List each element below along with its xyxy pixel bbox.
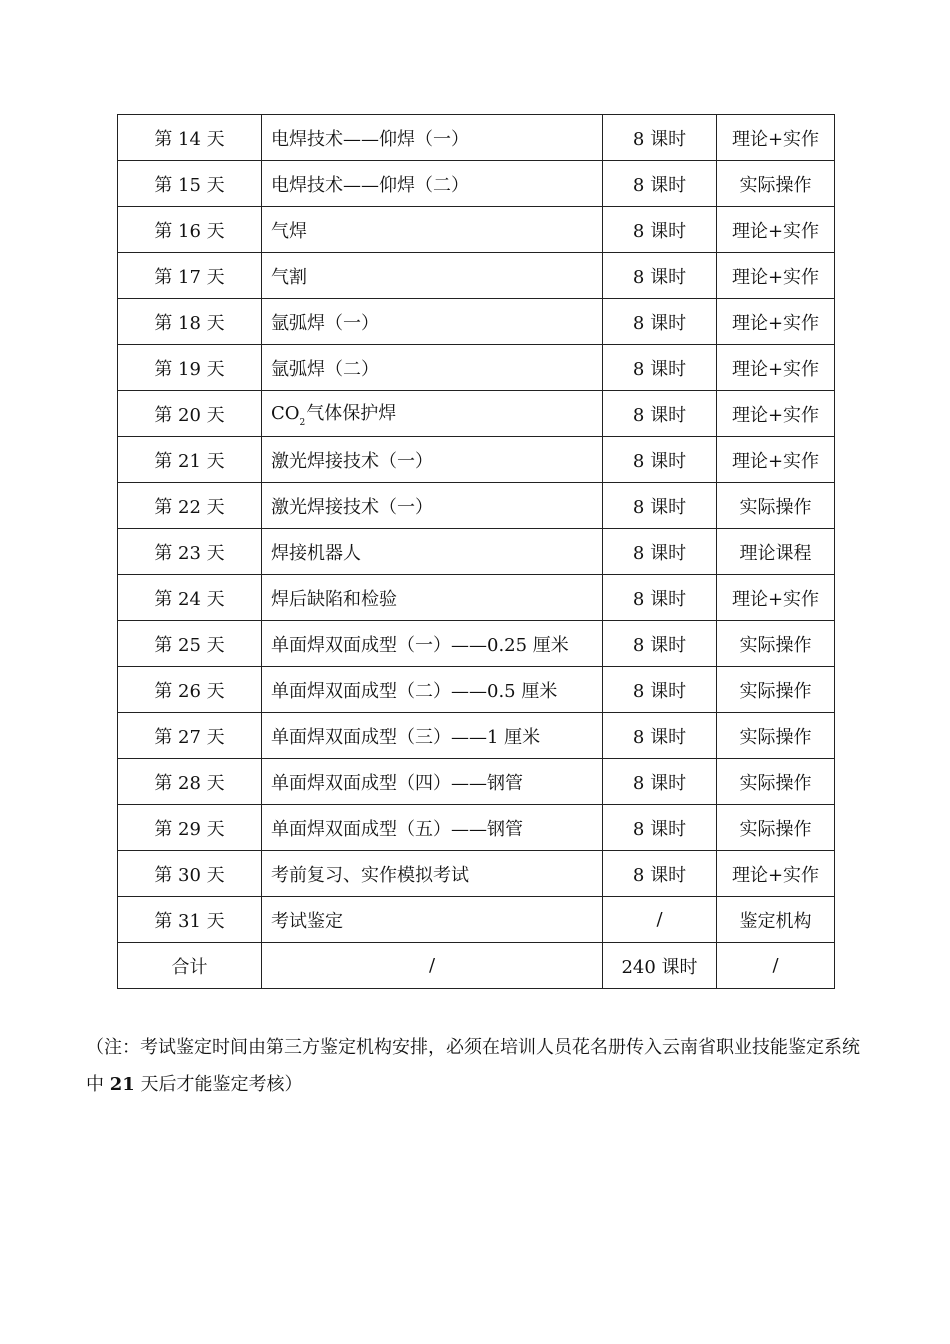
day-cell: 第 16 天 — [118, 207, 262, 253]
content-cell: 单面焊双面成型（三）——1 厘米 — [262, 713, 603, 759]
hours-cell: 8 课时 — [603, 345, 717, 391]
content-text: 气体保护焊 — [306, 403, 397, 424]
table-row — [118, 437, 835, 483]
hours-cell: 8 课时 — [603, 161, 717, 207]
type-cell: 理论+实作 — [717, 391, 835, 437]
table-row — [118, 115, 835, 161]
type-cell: 鉴定机构 — [717, 897, 835, 943]
table-row — [118, 299, 835, 345]
table-row — [118, 667, 835, 713]
hours-cell: 8 课时 — [603, 391, 717, 437]
content-cell: 电焊技术——仰焊（一） — [262, 115, 603, 161]
content-cell: 焊后缺陷和检验 — [262, 575, 603, 621]
content-cell: 气割 — [262, 253, 603, 299]
type-cell: 理论+实作 — [717, 115, 835, 161]
total-content-cell: / — [262, 943, 603, 989]
footnote-days-number: 21 — [109, 1074, 135, 1095]
day-cell: 第 31 天 — [118, 897, 262, 943]
day-cell: 第 17 天 — [118, 253, 262, 299]
type-cell: 理论+实作 — [717, 345, 835, 391]
type-cell: 实际操作 — [717, 621, 835, 667]
type-cell: 理论+实作 — [717, 851, 835, 897]
table-row — [118, 851, 835, 897]
day-cell: 第 23 天 — [118, 529, 262, 575]
table-row — [118, 575, 835, 621]
content-cell: 氩弧焊（二） — [262, 345, 603, 391]
day-cell: 第 20 天 — [118, 391, 262, 437]
day-cell: 第 14 天 — [118, 115, 262, 161]
content-cell: 焊接机器人 — [262, 529, 603, 575]
type-cell: 理论+实作 — [717, 575, 835, 621]
hours-cell: 8 课时 — [603, 483, 717, 529]
table-row — [118, 621, 835, 667]
type-cell: 实际操作 — [717, 713, 835, 759]
content-cell: 单面焊双面成型（二）——0.5 厘米 — [262, 667, 603, 713]
content-subscript: 2 — [299, 418, 306, 428]
day-cell: 第 29 天 — [118, 805, 262, 851]
footnote-text-before: （注：考试鉴定时间由第三方鉴定机构安排，必须在培训人员花名册传入云南省职业技能鉴定系统中 — [86, 1037, 860, 1095]
hours-cell: 8 课时 — [603, 713, 717, 759]
type-cell: 理论课程 — [717, 529, 835, 575]
content-cell: 激光焊接技术（一） — [262, 483, 603, 529]
hours-cell: 8 课时 — [603, 575, 717, 621]
hours-cell: 8 课时 — [603, 299, 717, 345]
schedule-table-body — [118, 115, 835, 989]
type-cell: 实际操作 — [717, 805, 835, 851]
day-cell: 第 30 天 — [118, 851, 262, 897]
content-cell: 电焊技术——仰焊（二） — [262, 161, 603, 207]
day-cell: 第 25 天 — [118, 621, 262, 667]
day-cell: 第 21 天 — [118, 437, 262, 483]
table-row — [118, 483, 835, 529]
content-cell: 单面焊双面成型（四）——钢管 — [262, 759, 603, 805]
type-cell: 实际操作 — [717, 483, 835, 529]
day-cell: 第 28 天 — [118, 759, 262, 805]
content-formula: CO — [271, 403, 300, 424]
table-row — [118, 713, 835, 759]
day-cell: 第 15 天 — [118, 161, 262, 207]
hours-cell: 8 课时 — [603, 621, 717, 667]
day-cell: 第 26 天 — [118, 667, 262, 713]
hours-cell: 8 课时 — [603, 529, 717, 575]
table-row — [118, 253, 835, 299]
hours-cell: 8 课时 — [603, 805, 717, 851]
hours-cell: 8 课时 — [603, 851, 717, 897]
content-cell — [262, 391, 603, 437]
table-row — [118, 161, 835, 207]
footnote — [86, 1029, 876, 1103]
hours-cell: 8 课时 — [603, 115, 717, 161]
table-row — [118, 207, 835, 253]
content-cell: 考试鉴定 — [262, 897, 603, 943]
day-cell: 第 24 天 — [118, 575, 262, 621]
day-cell: 第 27 天 — [118, 713, 262, 759]
content-cell: 单面焊双面成型（五）——钢管 — [262, 805, 603, 851]
day-cell: 第 18 天 — [118, 299, 262, 345]
day-cell: 第 19 天 — [118, 345, 262, 391]
type-cell: 理论+实作 — [717, 299, 835, 345]
hours-cell: 8 课时 — [603, 759, 717, 805]
total-label-cell: 合计 — [118, 943, 262, 989]
table-row — [118, 759, 835, 805]
type-cell: 理论+实作 — [717, 253, 835, 299]
footnote-text-after: 天后才能鉴定考核） — [134, 1074, 303, 1095]
hours-cell: / — [603, 897, 717, 943]
hours-cell: 8 课时 — [603, 667, 717, 713]
content-cell: 单面焊双面成型（一）——0.25 厘米 — [262, 621, 603, 667]
type-cell: 实际操作 — [717, 759, 835, 805]
hours-cell: 8 课时 — [603, 253, 717, 299]
total-type-cell: / — [717, 943, 835, 989]
type-cell: 实际操作 — [717, 667, 835, 713]
type-cell: 理论+实作 — [717, 437, 835, 483]
content-cell: 考前复习、实作模拟考试 — [262, 851, 603, 897]
schedule-table — [117, 114, 835, 989]
content-cell: 气焊 — [262, 207, 603, 253]
hours-cell: 8 课时 — [603, 207, 717, 253]
total-row — [118, 943, 835, 989]
hours-cell: 8 课时 — [603, 437, 717, 483]
type-cell: 实际操作 — [717, 161, 835, 207]
total-hours-cell: 240 课时 — [603, 943, 717, 989]
table-row — [118, 345, 835, 391]
table-row — [118, 805, 835, 851]
day-cell: 第 22 天 — [118, 483, 262, 529]
type-cell: 理论+实作 — [717, 207, 835, 253]
table-row — [118, 897, 835, 943]
content-cell: 氩弧焊（一） — [262, 299, 603, 345]
table-row — [118, 529, 835, 575]
content-cell: 激光焊接技术（一） — [262, 437, 603, 483]
table-row — [118, 391, 835, 437]
